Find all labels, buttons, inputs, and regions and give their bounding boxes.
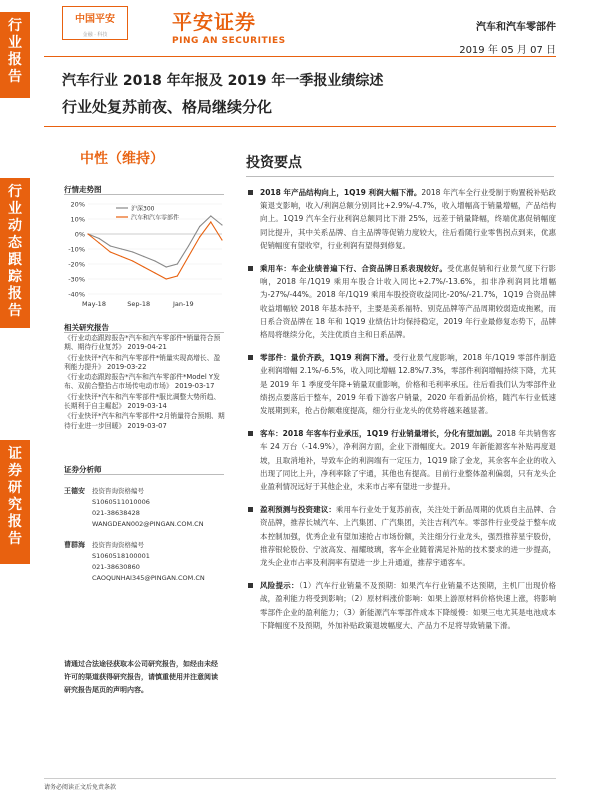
chart-point [87,233,88,234]
chart-y-tick-label: 0% [74,230,85,239]
side-char: 态 [8,235,22,251]
chart-point [177,275,178,276]
footer-note: 请务必阅读正文后免责条款 [44,784,117,791]
chart-point [221,239,222,240]
chart-x-tick-label: Sep-18 [127,300,151,308]
key-point-item [246,503,556,569]
chart-point [121,248,122,249]
analyst-info-line: 021-38630860 [92,563,140,571]
chart-series-line [88,222,222,279]
side-char: 行 [8,18,22,34]
side-char: 证 [8,446,22,462]
header-meta [459,18,556,56]
chart-x-tick-label: Jan-19 [173,300,194,308]
related-report-item[interactable]: 《行业快评*汽车和汽车零部件*服比调整大势所趋、长期利于自主崛起》 2019-03-14 [64,392,221,411]
key-point-item [246,427,556,493]
analyst-name: 王德安 [64,487,85,495]
key-point-lead: 客车：2018 年客车行业承压，1Q19 行业销量增长，分化有望加剧。 [260,429,497,439]
side-char: 报 [8,52,22,68]
key-points-rule [246,176,554,177]
related-heading: 相关研究报告 [64,323,109,332]
related-report-item[interactable]: 《行业快评*汽车和汽车零部件*2月销量符合预期、期待行业进一步回暖》 2019-03-07 [64,412,225,430]
chart-point [166,266,167,267]
key-point-item [246,579,556,632]
related-report-item[interactable]: 《行业动态跟踪报告*汽车和汽车零部件*销量符合预期、期待行业复苏》 2019-04-21 [64,334,221,352]
analyst-email[interactable]: CAOQUNHAI345@PINGAN.COM.CN [92,574,205,582]
side-label-report [0,12,30,98]
chart-point [188,245,189,246]
side-char: 跟 [8,252,22,268]
chart-point [210,215,211,216]
analyst-info [92,486,234,530]
analyst-info-line: 021-38638428 [92,509,140,517]
key-point-lead: 2018 年产品结构向上，1Q19 利润大幅下滑。 [260,188,422,197]
chart-point [221,224,222,225]
key-points-list [246,186,556,642]
chart-svg [62,196,230,314]
title-divider [44,126,556,127]
brand [172,6,286,46]
side-char: 券 [8,463,22,479]
related-heading-rule [64,332,224,333]
related-report-item[interactable]: 《行业快评*汽车和汽车零部件*销量实现高增长、盈利能力提升》 2019-03-22 [64,353,221,371]
key-point-text: 受行业景气度影响，2018 年/1Q19 零部件制造业利润增幅 2.1%/-6.5%，收入同比增幅 12.8%/7.3%，零部件利润增幅持续下降，尤其是 2019 年 1 季度受年降+销量双重影响，价格和毛利率承压。往后看我们认为零部件业绩拐点要落后于整车，2019 年看下游客户销量，2020 年看新品价格，随汽车行业低速发展期到来，抢占份额难度提高，细分行业龙头的优势将越来越显著。 [260,353,557,416]
chart-point [154,260,155,261]
chart-point [199,236,200,237]
side-char: 报 [8,286,22,302]
chart-heading: 行情走势图 [64,185,102,194]
analyst-info-line: 投资咨询资格编号 [92,487,144,495]
key-point-item [246,186,556,252]
chart-y-tick-label: 10% [70,215,85,224]
key-point-text: 受优惠促销和行业景气度下行影响，2018 年/1Q19 乘用车股合计收入同比+2.7%/-13.6%，扣非净利润同比增幅为-27%/-44%。2018 年/1Q19 乘用车股投资收益同比-20%/-21.7%，1Q19 合资品牌收益增幅较 2018 年基本持平，主要是美系福特、别克品牌等产品周期较弱造成拖累，而日系合资品牌在 18 年和 1Q19 业绩估计均保持稳定，2019 年行业最修复态势下，品牌格局将继续分化，关注优质自主和日系品牌。 [260,264,557,340]
analyst-name: 曹群海 [64,541,85,549]
report-subtitle: 行业处复苏前夜、格局继续分化 [62,98,273,116]
analysts-heading-rule [64,474,224,475]
chart-y-tick-label: -30% [68,275,85,284]
analysts-heading: 证券分析师 [64,465,102,474]
brand-name-en: PING AN SECURITIES [172,36,286,46]
side-char: 行 [8,184,22,200]
report-title: 汽车行业 2018 年年报及 2019 年一季报业绩综述 [62,73,384,89]
chart-point [188,256,189,257]
chart-point [210,221,211,222]
analyst-card [64,486,234,530]
related-report-list [64,334,226,432]
price-trend-chart [62,196,230,314]
chart-heading-rule [64,194,224,195]
chart-point [110,245,111,246]
chart-point [132,260,133,261]
disclaimer: 请通过合法途径获取本公司研究报告，如经由未经许可的渠道获得研究报告，请慎重使用并注意阅读研究报告尾页的声明内容。 [64,660,218,694]
analyst-info-line: 投资咨询资格编号 [92,541,144,549]
related-report-item[interactable]: 《行业动态跟踪报告*汽车和汽车零部件*Model Y发布、双前合整拾占市场传电动市场》 2019-03-17 [64,373,220,391]
chart-series-line [88,216,222,267]
analyst-email[interactable]: WANGDEAN002@PINGAN.COM.CN [92,520,204,528]
key-point-text: 2018 年共销售客车 24 万台（-14.9%），净利润方面，企业下滑幅度大。2019 年新能源客车补贴再度退坡，且取消地补，导致车企的利润端有一定压力，1Q19 除了金龙，其余客车企业的收入出现了同比上升，净利率除了宇通，其他也有提高。目前行业整体盈利偏弱，只有龙头企业盈利情况远好于其他企业，未来市占率有望进一步提升。 [260,429,556,492]
key-point-text: 乘用车行业处于复苏前夜，关注处于新品周期的优质自主品牌、合资品牌，推荐长城汽车、上汽集团、广汽集团，关注吉利汽车。零部件行业受益于整车成本控制加强，优秀企业有望加速抢占市场份额，关注细分行业龙头，强烈推荐星宇股份，推荐银轮股份、宁波高发、福耀玻璃，客车企业随着满足补贴的技术要求的进一步提高，龙头企业市占率及利润率有望进一步上升通道，推荐宇通客车。 [260,505,556,568]
chart-point [177,263,178,264]
side-char: 研 [8,480,22,496]
key-point-lead: 零部件：量价齐跌，1Q19 利润下滑。 [260,353,394,363]
chart-y-tick-label: 20% [70,200,85,209]
chart-y-tick-label: -10% [68,245,85,254]
side-char: 告 [8,531,22,547]
chart-point [110,251,111,252]
side-char: 业 [8,201,22,217]
chart-point [121,256,122,257]
side-char: 究 [8,497,22,513]
side-band [0,0,30,800]
chart-y-tick-label: -40% [68,290,85,299]
ping-an-logo [62,6,128,40]
chart-point [166,278,167,279]
analyst-info [92,540,234,584]
analyst-info-line: S1060511010006 [92,498,150,506]
key-point-text: 2018 年汽车全行业受制于购置税补贴政策退支影响，收入/利润总额分别同比+2.9%/-4.7%，收入增幅高于销量增幅，产品结构向上。1Q19 汽车全行业利润总额同比下滑 25%，远差于销量降幅，终端优惠促销幅度同比提升，其中关系品牌、自主品牌等促销力度较大，往后看随行业零售拐点到来，优惠促销幅度有望收窄，行业利润有望得到修复。 [260,188,556,250]
side-label-research [0,440,30,564]
key-point-item [246,351,556,417]
key-point-lead: 盈利预测与投资建议： [260,505,336,515]
key-point-lead: 风险提示： [260,581,299,591]
key-point-item [246,262,556,341]
chart-point [154,272,155,273]
logo-subtext: 金融 · 科技 [82,32,108,38]
footer-divider [44,778,556,779]
chart-point [199,226,200,227]
key-points-heading: 投资要点 [246,155,302,171]
side-char: 告 [8,69,22,85]
chart-x-tick-label: May-18 [82,300,106,308]
side-char: 告 [8,303,22,319]
chart-point [143,266,144,267]
side-char: 动 [8,218,22,234]
chart-legend-label: 沪深300 [131,205,155,213]
chart-y-tick-label: -20% [68,260,85,269]
header-divider [44,56,556,57]
chart-legend-label: 汽车和汽车零部件 [131,214,180,222]
rating-badge: 中性（维持） [80,151,164,167]
side-char: 踪 [8,269,22,285]
analyst-card [64,540,234,584]
chart-point [99,238,100,239]
chart-point [99,242,100,243]
report-date: 2019 年 05 月 07 日 [459,45,556,56]
side-char: 业 [8,35,22,51]
side-char: 报 [8,514,22,530]
key-point-lead: 乘用车：车企业绩普遍下行、合资品牌日系表现较好。 [260,264,448,274]
analyst-info-line: S1060518100001 [92,552,150,560]
logo-text: 中国平安 [75,14,115,25]
industry-category: 汽车和汽车零部件 [476,22,556,33]
chart-point [143,256,144,257]
brand-name-cn: 平安证券 [172,10,256,34]
key-point-text: （1）汽车行业销量不及预期：如果汽车行业销量不达预期，主机厂出现价格战，盈利能力将受到影响；（2）原材料涨价影响：如果上游原材料价格快速上涨，将影响零部件企业的盈利能力；（3）新能源汽车零部件成本下降缓慢：如果三电尤其是电池成本下降幅度不及预期，外加补贴政策退坡幅度大、产品力不足将导致销量下滑。 [260,581,556,630]
side-label-tracking [0,178,30,328]
chart-point [132,251,133,252]
